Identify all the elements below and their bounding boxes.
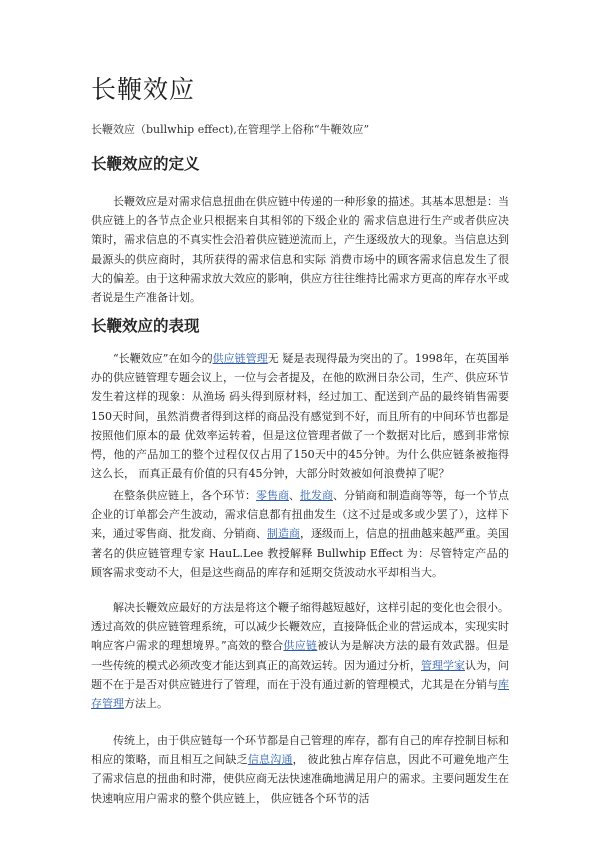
paragraph-2-text: 在整条供应链上，各个环节： bbox=[113, 489, 256, 502]
paragraph-3-text: 方法上。 bbox=[124, 697, 168, 711]
link-management-scientist[interactable]: 管理学家 bbox=[421, 658, 465, 672]
link-information-communication[interactable]: 信息沟通 bbox=[247, 753, 293, 767]
paragraph-3-text: 被认为是解决方法的最有效武器。但是一些传统的模式必须改变才能达到真正的高效运转。因为通过分析， bbox=[91, 639, 510, 672]
paragraph-2-text: ，逐级而上，信息的扭曲越来越严重。美国著名的供应链管理专家 HauL.Lee 教授解释 Bullwhip Effect 为：尽管特定产品的顾客需求变动不大，但是这些商品的库存和延期交货波动水平却相当大。 bbox=[91, 527, 509, 579]
paragraph-4 bbox=[91, 731, 509, 808]
paragraph-2 bbox=[91, 486, 509, 582]
paragraph-2-text: 、 bbox=[289, 489, 300, 502]
paragraph-3-text: 认为，问题不在于是否对供应链进行了管理，而在于没有通过新的管理模式，尤其是在分销与 bbox=[91, 658, 509, 691]
intro-text: 长鞭效应（bullwhip effect),在管理学上俗称“牛鞭效应” bbox=[91, 123, 370, 136]
paragraph-1-text: 无 疑是表现得最为突出的了。1998年，在英国举办的供应链管理专题会议上，一位与会者提及，在他的欧洲日杂公司，生产、供应环节发生着这样的现象：从渔场 码头得到原材料，经过加工、配送到产品的最终销售需要150天时间，虽然消费者得到这样的商品没有感觉到不好，而且所有的中间环节也都是按照他们原本的最 优效率运转着，但是这位管理者做了一个数据对比后，感到非常惊愕，他的产品加工的整个过程仅仅占用了150天中的45分钟。为什么供应链条被拖得这么长， 而真正最有价值的只有45分钟，大部分时效被如何浪费掉了呢？ bbox=[91, 352, 510, 481]
paragraph-2-text: 、分销商和制造商等等，每一个节点企业的订单都会产生波动，需求信息都有扭曲发生（这不过是或多或少罢了），这样下来，通过零售商、批发商、分销商、 bbox=[91, 489, 509, 541]
definition-paragraph: 长鞭效应是对需求信息扭曲在供应链中传递的一种形象的描述。其基本思想是：当供应链上的各节点企业只根据来自其相邻的下级企业的 需求信息进行生产或者供应决策时，需求信息的不真实性会沿着供应链逆流而上，产生逐级放大的现象。当信息达到最源头的供应商时，其所获得的需求信息和实际 消费市场中的顾客需求信息发生了很大的偏差。由于这种需求放大效应的影响，供应方往往维持比需求方更高的库存水平或者说是生产准备计划。 bbox=[91, 195, 509, 305]
link-manufacturer[interactable]: 制造商 bbox=[267, 527, 300, 541]
link-supply-chain[interactable]: 供应链 bbox=[283, 639, 318, 653]
link-supply-chain-management[interactable]: 供应链管理 bbox=[212, 352, 268, 365]
paragraph-1 bbox=[91, 349, 509, 483]
paragraph-4-text: ， 彼此独占库存信息，因此不可避免地产生了需求信息的扭曲和时滞，使供应商无法快速准确地满足用户的需求。主要问题发生在快速响应用户需求的整个供应链上， 供应链各个环节的活 bbox=[91, 753, 510, 805]
paragraph-3 bbox=[91, 598, 509, 713]
link-inventory-management[interactable]: 库存管理 bbox=[91, 677, 509, 711]
page-title: 长鞭效应 bbox=[91, 75, 196, 104]
link-retailer[interactable]: 零售商 bbox=[256, 489, 289, 502]
paragraph-3-text: 解决长鞭效应最好的方法是将这个鞭子缩得越短越好，这样引起的变化也会很小。透过高效的供应链管理系统，可以减少长鞭效应，直接降低企业的营运成本，实现实时响应客户需求的理想境界。”高效的整合 bbox=[91, 601, 509, 653]
section-heading-definition: 长鞭效应的定义 bbox=[91, 155, 200, 173]
paragraph-1-text: “长鞭效应”在如今的 bbox=[113, 352, 213, 365]
link-wholesaler[interactable]: 批发商 bbox=[300, 489, 333, 502]
paragraph-4-text: 传统上，由于供应链每一个环节都是自己管理的库存，都有自己的库存控制目标和相应的策略，而且相互之间缺乏 bbox=[91, 734, 509, 767]
section-heading-manifestation: 长鞭效应的表现 bbox=[91, 317, 200, 335]
